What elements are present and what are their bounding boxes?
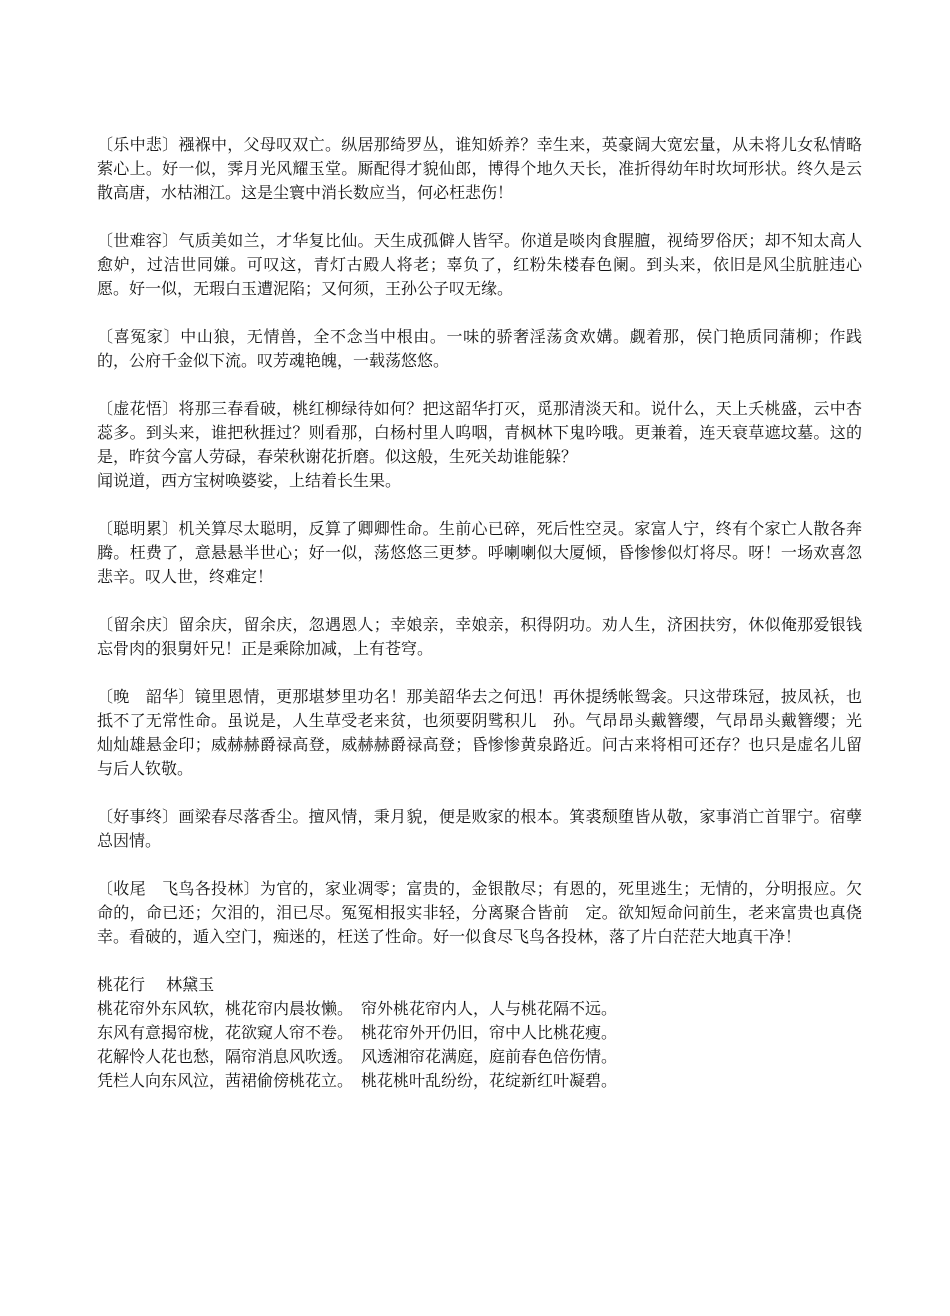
lyric-paragraph-shi-nan-rong	[97, 229, 862, 301]
lyric-paragraph-xi-yuan-jia	[97, 325, 862, 373]
paragraph-text: 〔留余庆〕留余庆，留余庆，忽遇恩人；幸娘亲，幸娘亲，积得阴功。劝人生，济困扶穷，休似俺那爱银钱忘骨肉的狠舅奸兄！正是乘除加减，上有苍穹。	[97, 615, 862, 658]
poem-title: 桃花行 林黛玉	[97, 975, 215, 994]
document-page	[97, 133, 862, 1093]
poem-tao-hua-xing	[97, 973, 862, 1093]
lyric-paragraph-shou-wei	[97, 877, 862, 949]
lyric-paragraph-le-zhong-bei	[97, 133, 862, 205]
poem-line: 桃花帘外东风软，桃花帘内晨妆懒。 帘外桃花帘内人，人与桃花隔不远。	[97, 999, 618, 1018]
poem-line: 花解怜人花也愁，隔帘消息风吹透。 风透湘帘花满庭，庭前春色倍伤情。	[97, 1047, 618, 1066]
lyric-paragraph-wan-shao-hua	[97, 685, 862, 781]
paragraph-text: 〔喜冤家〕中山狼，无情兽，全不念当中根由。一味的骄奢淫荡贪欢媾。觑着那，侯门艳质同蒲柳；作践的，公府千金似下流。叹芳魂艳魄，一载荡悠悠。	[97, 327, 862, 370]
paragraph-text: 〔乐中悲〕襁褓中，父母叹双亡。纵居那绮罗丛，谁知娇养？幸生来，英豪阔大宽宏量，从未将儿女私情略萦心上。好一似，霁月光风耀玉堂。厮配得才貌仙郎，博得个地久天长，准折得幼年时坎坷形状。终久是云散高唐，水枯湘江。这是尘寰中消长数应当，何必枉悲伤！	[97, 135, 862, 202]
paragraph-text: 〔好事终〕画梁春尽落香尘。擅风情，秉月貌，便是败家的根本。箕裘颓堕皆从敬，家事消亡首罪宁。宿孽总因情。	[97, 807, 862, 850]
lyric-paragraph-xu-hua-wu	[97, 397, 862, 493]
paragraph-text: 〔收尾 飞鸟各投林〕为官的，家业凋零；富贵的，金银散尽；有恩的，死里逃生；无情的，分明报应。欠命的，命已还；欠泪的，泪已尽。冤冤相报实非轻，分离聚合皆前 定。欲知短命问前生，老来富贵也真侥幸。看破的，遁入空门，痴迷的，枉送了性命。好一似食尽飞鸟各投林，落了片白茫茫大地真干净！	[97, 879, 862, 946]
lyric-paragraph-liu-yu-qing	[97, 613, 862, 661]
poem-line: 东风有意揭帘栊，花欲窥人帘不卷。 桃花帘外开仍旧，帘中人比桃花瘦。	[97, 1023, 618, 1042]
paragraph-text: 闻说道，西方宝树唤婆娑，上结着长生果。	[97, 471, 402, 490]
poem-line: 凭栏人向东风泣，茜裙偷傍桃花立。 桃花桃叶乱纷纷，花绽新红叶凝碧。	[97, 1071, 618, 1090]
lyric-paragraph-hao-shi-zhong	[97, 805, 862, 853]
paragraph-text: 〔世难容〕气质美如兰，才华复比仙。天生成孤僻人皆罕。你道是啖肉食腥膻，视绮罗俗厌；却不知太高人愈妒，过洁世同嫌。可叹这，青灯古殿人将老；辜负了，红粉朱楼春色阑。到头来，依旧是风尘肮脏违心愿。好一似，无瑕白玉遭泥陷；又何须，王孙公子叹无缘。	[97, 231, 862, 298]
paragraph-text: 〔虚花悟〕将那三春看破，桃红柳绿待如何？把这韶华打灭，觅那清淡天和。说什么，天上夭桃盛，云中杏蕊多。到头来，谁把秋捱过？则看那，白杨村里人呜咽，青枫林下鬼吟哦。更兼着，连天衰草遮坟墓。这的是，昨贫今富人劳碌，春荣秋谢花折磨。似这般，生死关劫谁能躲？	[97, 399, 862, 466]
lyric-paragraph-cong-ming-lei	[97, 517, 862, 589]
paragraph-text: 〔聪明累〕机关算尽太聪明，反算了卿卿性命。生前心已碎，死后性空灵。家富人宁，终有个家亡人散各奔腾。枉费了，意悬悬半世心；好一似，荡悠悠三更梦。呼喇喇似大厦倾，昏惨惨似灯将尽。呀！一场欢喜忽悲辛。叹人世，终难定！	[97, 519, 862, 586]
paragraph-text: 〔晚 韶华〕镜里恩情，更那堪梦里功名！那美韶华去之何迅！再休提绣帐鸳衾。只这带珠冠，披凤袄，也抵不了无常性命。虽说是，人生草受老来贫，也须要阴骘积儿 孙。气昂昂头戴簪缨，气昂昂头戴簪缨；光灿灿雄悬金印；威赫赫爵禄高登，威赫赫爵禄高登；昏惨惨黄泉路近。问古来将相可还存？也只是虚名儿留与后人钦敬。	[97, 687, 862, 778]
